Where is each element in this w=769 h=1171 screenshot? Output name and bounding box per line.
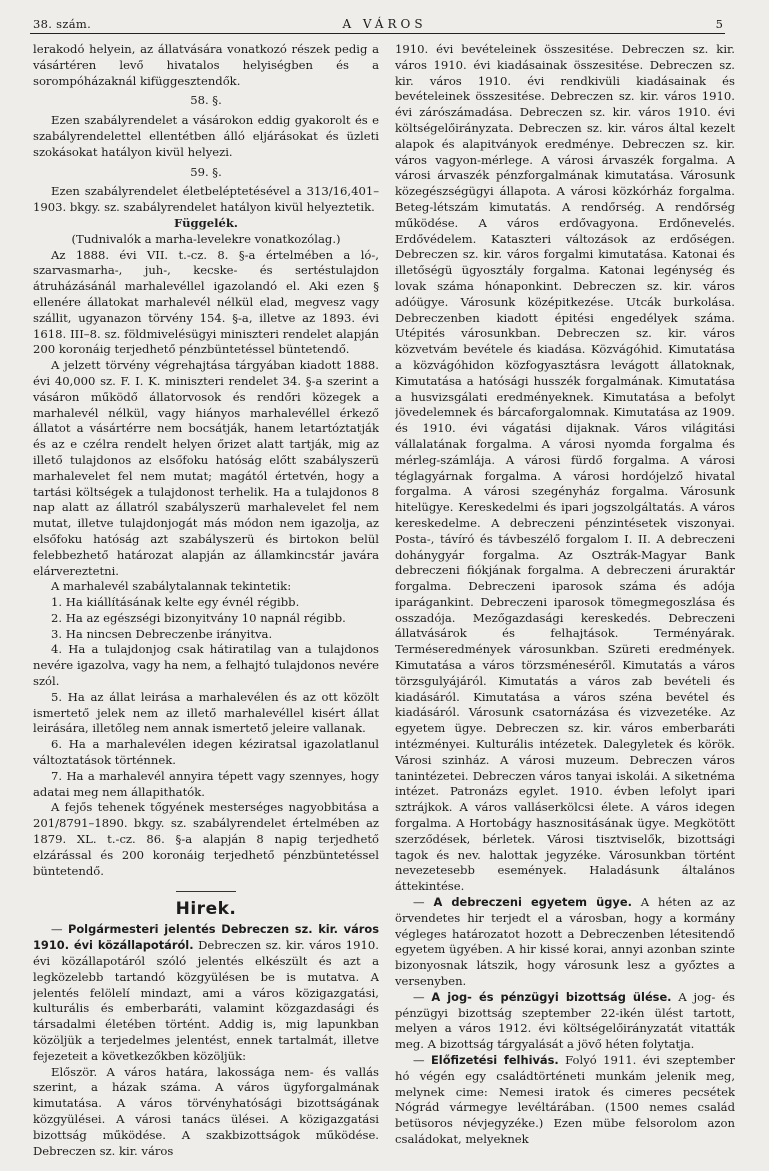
section-58-text: Ezen szabályrendelet a vásárokon eddig gyakorolt és e szabályrendelettel ellentétben álló eljárásokat és üzleti szokásokat hatályon kivül helyezi. — [33, 113, 379, 159]
news-item-subscription: — Előfizetési felhivás. Folyó 1911. évi szeptember hó végén egy családtörténeti munkám jelenik meg, melynek cime: Nemesi iratok és cimeres pecsétek Nógrád vármegye levéltárában. (1500 nemes család betüsoros névjegyzéke.) Ezen mübe felsorolom azon családokat, melyeknek — [395, 1053, 735, 1146]
news-text-committee: A jog- és pénzügyi bizottság szeptember 22-ikén ülést tartott, melyen a város 1912. évi költségelőirányzatát vitatták meg. A bizottság tárgyalását a jövő héten folytatja. — [395, 989, 735, 1052]
appendix-subtitle: (Tudnivalók a marha-levelekre vonatkozólag.) — [71, 231, 341, 246]
news-headline-report: Polgármesteri jelentés Debreczen sz. kir. város 1910. évi közállapotáról. — [33, 922, 379, 953]
left-column — [33, 42, 379, 1161]
page-number: 5 — [715, 17, 723, 31]
section-59-number: 59. §. — [190, 164, 222, 179]
news-headline-committee: A jog- és pénzügyi bizottság ülése. — [431, 989, 672, 1004]
news-item-report: — Polgármesteri jelentés Debreczen sz. kir. város 1910. évi közállapotáról. Debreczen sz. kir. város 1910. évi közállapotáról szóló jelentés elkészült és azt a legközelebb tartandó közgyülésen be is mutatva. A jelentés felölelí mindazt, ami a város közigazgatási, kulturális és emberbaráti, valamint közgazdasági és társadalmi életében történt. Addig is, mig lapunkban közöljük a terjedelmes jelentést, ennek tartalmát, illetve fejezeteit a következőkben közöljük: — [33, 922, 379, 1063]
news-item-university: — A debreczeni egyetem ügye. A héten az az örvendetes hir terjedt el a városban, hogy a kormány végleges határozatot hozott a Debreczenben létesitendő egyetem ügyében. A hir kissé korai, annyi azonban szinte bizonyosnak látszik, hogy városunk lesz a győztes a versenyben. — [395, 895, 735, 989]
header-rule — [30, 33, 725, 34]
section-58-number: 58. §. — [190, 93, 222, 108]
appendix-paragraph-2: A jelzett törvény végrehajtása tárgyában kiadott 1888. évi 40,000 sz. F. I. K. miniszteri rendelet 34. §-a szerint a vásáron működő állatorvosok és rendőri közegek a marhalevél nélkül, vagy hiányos marhalevéllel érkező állatot a vásártérre nem bocsátják, hanem letartóztatják és az e czélra rendelt helyen őrizet alatt tartják, mig az illető tulajdonos az elsőfoku hatóság előtt szabályszerü marhalevelet fel nem mutat; magától értetvén, hogy a tartási költségek a tulajdonost terhelik. Ha a tulajdonos 8 nap alatt az állatról szabályszerü marhalevelet fel nem mutat, illetve tulajdonjogát más módon nem igazolja, az elsőfoku hatóság azt szabályszerü és birtokon belül felebbezhető határozat alapján az államkincstár javára elárvereztetni. — [33, 358, 379, 578]
right-column — [395, 42, 735, 1161]
intro-paragraph: lerakodó helyein, az állatvására vonatkozó részek pedig a vásártéren levő hivatalos helyiségben és a sorompóházaknál kifüggesztendők. — [33, 42, 379, 88]
section-59-text: Ezen szabályrendelet életbeléptetésével a 313/16,401–1903. bkgy. sz. szabályrendelet hatályon kivül helyeztetik. — [33, 184, 379, 215]
issue-number: 38. szám. — [33, 17, 92, 31]
list-item: 7. Ha a marhalevél annyira tépett vagy szennyes, hogy adatai meg nem állapithatók. — [33, 768, 379, 799]
appendix-paragraph-4: A fejős tehenek tőgyének mesterséges nagyobbitása a 201/8791–1890. bkgy. sz. szabályrendelet értelmében az 1879. XL. t.-cz. 86. §-a alapján 8 napig terjedhető elzárással és 200 koronáig terjedhető pénzbüntetéssel büntetendő. — [33, 800, 379, 878]
news-item-committee: — A jog- és pénzügyi bizottság ülése. A jog- és pénzügyi bizottság szeptember 22-ikén ülést tartott, melyen a város 1912. évi költségelőirányzatát vitatták meg. A bizottság tárgyalását a jövő héten folytatja. — [395, 989, 735, 1052]
news-headline-subscription: Előfizetési felhivás. — [431, 1053, 559, 1067]
news-text-report: Debreczen sz. kir. város 1910. évi közállapotáról szóló jelentés elkészült és azt a legközelebb tartandó közgyülésen be is mutatva. A jelentés felölelí mindazt, ami a város közigazgatási, kulturális és emberbaráti, valamint közgazdasági és társadalmi életében történt. Addig is, mig lapunkban közöljük a terjedelmes jelentést, ennek tartalmát, illetve fejezeteit a következőkben közöljük: — [33, 938, 379, 1063]
news-section-title: Hirek. — [175, 899, 237, 920]
section-divider — [176, 891, 236, 892]
list-item: 2. Ha az egészségi bizonyitvány 10 napnál régibb. — [51, 610, 346, 625]
report-contents-continued: 1910. évi bevételeinek összesitése. Debreczen sz. kir. város 1910. évi kiadásainak összesitése. Debreczen sz. kir. város 1910. évi rendkivüli kiadásainak és bevételeinek összesitése. Debreczen sz. kir. város 1910. évi zárószámadása. Debreczen sz. kir. város 1910. évi költségelőirányzata. Debreczen sz. kir. város által kezelt alapok és alapitványok eredménye. Debreczen sz. kir. város vagyon-mérlege. A városi árvaszék forgalma. A városi árvaszék pénzforgalmának kimutatása. Városunk közegészségügyi állapota. A városi közkórház forgalma. Beteg-létszám kimutatás. A rendőrség. A rendőrség működése. A város erdővagyona. Erdőnevelés. Erdővédelem. Kataszteri változások az erdőségen. Debreczen sz. kir. város forgalmi kimutatása. Katonai és illetőségü ügyosztály forgalma. Katonai legénység és lovak száma hónaponkint. Debreczen sz. kir. város adóügye. Városunk középitkezése. Utcák burkolása. Debreczenben kiadott épitési engedélyek száma. Utépités városunkban. Debreczen sz. kir. város közvetvám bevétele és kiadása. Közvágóhid. Kimutatása a közvágóhidon közfogyasztásra levágott állatoknak, Kimutatása a hatósági husszék forgalmának. Kimutatása a husvizsgálati eredményeknek. Kimutatása a befolyt jövedelemnek és bárcaforgalomnak. Kimutatása az 1909. és 1910. évi vágatási dijaknak. Város világitási vállalatának forgalma. A városi nyomda forgalma és mérleg-számlája. A városi fürdő forgalma. A városi téglagyárnak forgalma. A városi hordójelző hivatal forgalma. A városi szegényház forgalma. Városunk hitelügye. Kereskedelmi és ipari jogszolgáltatás. A város kereskedelme. A debreczeni pénzintésetek viszonyai. Posta-, távíró és távbeszélő forgalom I. II. A debreczeni dohánygyár forgalma. Az Osztrák-Magyar Bank debreczeni fiókjának forgalma. A debreczeni áruraktár forgalma. Debreczeni iparosok száma és adója iparágankint. Debreczeni iparosok tömegmegoszlása és osszadója. Mezőgazdasági kereskedés. Debreczeni állatvásárok és felhajtások. Terményárak. Terméseredmények városunkban. Szüreti eredmények. Kimutatása a város törzsméneséről. Kimutatás a város törzsgulyájáról. Kimutatás a város zab bevételi és kiadásáról. Kimutatása a város széna bevétel és kiadásáról. Városunk csatornázása és vizvezetéke. Az egyetem ügye. Debreczen sz. kir. város emberbaráti intézményei. Kulturális intézetek. Dalegyletek és körök. Városi szinház. A városi muzeum. Debreczen város tanintézetei. Debreczen város tanyai iskolái. A siketnéma intézet. Patronázs egylet. 1910. évben lefolyt ipari sztrájkok. A város valláserkölcsi élete. A város idegen forgalma. A Hortobágy hasznositásának ügye. Megkötött szerződések, bérletek. Városi tisztviselők, bizottsági tagok és nev. halottak jegyzéke. Városunkban történt nevezetesebb események. Haladásunk általános áttekintése. — [395, 42, 735, 894]
news-text-university: A héten az az örvendetes hir terjedt el a városban, hogy a kormány végleges határozatot hozott a Debreczenben létesitendő egyetem ügyében. A hir kissé korai, annyi azonban szinte bizonyosnak látszik, hogy városunk lesz a győztes a versenyben. — [395, 895, 735, 989]
list-item: 3. Ha nincsen Debreczenbe irányitva. — [51, 626, 273, 641]
news-report-contents: Először. A város határa, lakossága nem- és vallás szerint, a házak száma. A város ügyforgalmának kimutatása. A város törvényhatósági bizottságának közgyülései. A városi tanács ülései. A közigazgatási bizottság működése. A szakbizottságok működése. Debreczen sz. kir. város — [33, 1064, 379, 1158]
appendix-paragraph-3: A marhalevél szabálytalannak tekintetik: — [51, 579, 292, 594]
news-text-subscription: Folyó 1911. évi szeptember hó végén egy családtörténeti munkám jelenik meg, melynek cime: Nemesi iratok és cimeres pecsétek Nógrád vármegye levéltárában. (1500 nemes család betüsoros névjegyzéke.) Ezen mübe felsorolom azon családokat, melyeknek — [395, 1053, 735, 1146]
appendix-paragraph-1: Az 1888. évi VII. t.-cz. 8. §-a értelmében a ló-, szarvasmarha-, juh-, kecske- és sertéstulajdon átruházásánál marhalevéllel igazolandó el. Aki ezen § ellenére állatokat marhalevél nélkül elad, megvesz vagy szállit, ugyanazon törvény 154. §-a, illetve az 1893. évi 1618. III–8. sz. földmivelésügyi miniszteri rendelet alapján 200 koronáig terjedhető pénzbüntetéssel büntetendő. — [33, 247, 379, 357]
list-item: 4. Ha a tulajdonjog csak hátiratilag van a tulajdonos nevére igazolva, vagy ha nem, a felhajtó tulajdonos nevére szól. — [33, 642, 379, 689]
list-item: 1. Ha kiállításának kelte egy évnél régibb. — [51, 595, 300, 610]
newspaper-title: A VÁROS — [342, 17, 427, 31]
list-item: 5. Ha az állat leirása a marhalevélen és az ott közölt ismertető jelek nem az illető marhalevéllel kisért állat leirására, illetőleg nem annak ismertető jeleire vallanak. — [33, 689, 379, 736]
news-headline-university: A debreczeni egyetem ügye. — [433, 895, 632, 910]
list-item: 6. Ha a marhalevélen idegen kéziratsal igazolatlanul változtatások történnek. — [33, 737, 379, 768]
page-header — [0, 0, 769, 34]
appendix-title: Függelék. — [174, 215, 238, 230]
